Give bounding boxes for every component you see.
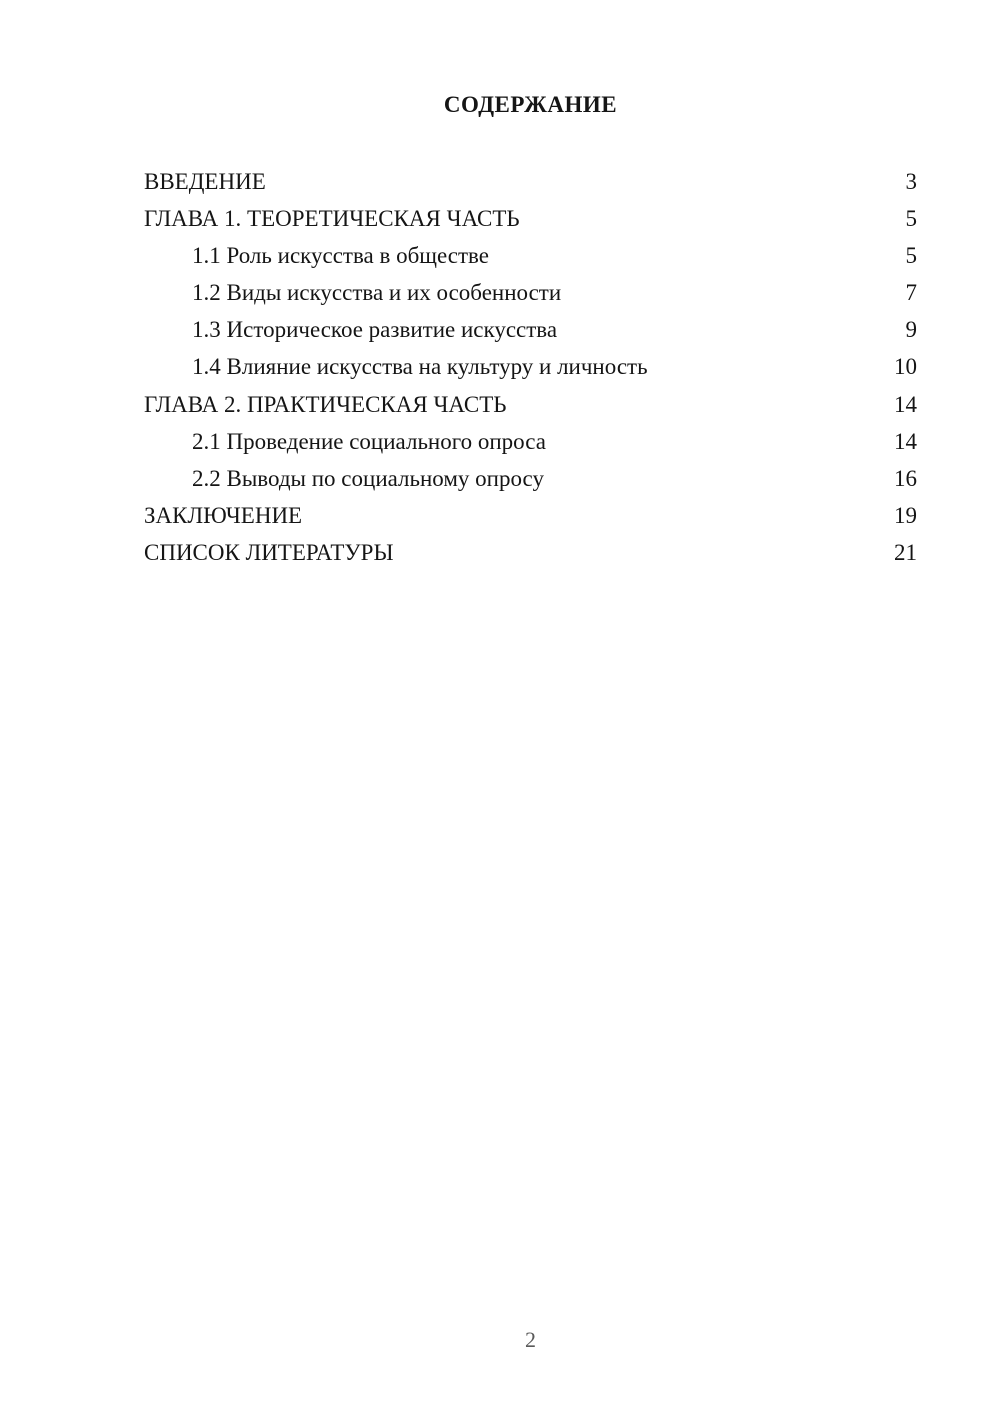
toc-row (144, 423, 917, 460)
toc-row (144, 163, 917, 200)
toc-row (144, 460, 917, 497)
toc-entry-label: 1.2 Виды искусства и их особенности (192, 280, 562, 306)
toc-row (144, 497, 917, 534)
toc-entry-label: ГЛАВА 2. ПРАКТИЧЕСКАЯ ЧАСТЬ (144, 391, 507, 417)
toc-entry-label: ГЛАВА 1. ТЕОРЕТИЧЕСКАЯ ЧАСТЬ (144, 206, 520, 232)
page-title: СОДЕРЖАНИЕ (443, 92, 618, 117)
toc-entry-page: 7 (905, 280, 917, 306)
toc-entry-label: СПИСОК ЛИТЕРАТУРЫ (144, 539, 394, 565)
toc-row (144, 534, 917, 571)
toc-entry-label: 1.3 Историческое развитие искусства (192, 317, 558, 343)
toc-row (144, 274, 917, 311)
toc-entry-page: 10 (894, 354, 917, 380)
toc-entry-page: 5 (905, 206, 917, 232)
toc-entry-label: 2.2 Выводы по социальному опросу (192, 465, 544, 491)
toc-entry-page: 21 (894, 539, 917, 565)
toc-entry-page: 3 (905, 169, 917, 194)
toc-entry-label: ЗАКЛЮЧЕНИЕ (144, 502, 303, 528)
footer-page-number: 2 (525, 1327, 536, 1352)
toc-entry-page: 14 (894, 428, 917, 454)
toc-entry-label: 1.1 Роль искусства в обществе (192, 243, 489, 269)
toc-entry-label: 1.4 Влияние искусства на культуру и личность (192, 354, 648, 380)
document-content (144, 86, 917, 571)
toc-entry-page: 9 (905, 317, 917, 343)
toc-entry-page: 16 (894, 465, 917, 491)
toc-row (144, 311, 917, 348)
toc-entry-label: 2.1 Проведение социального опроса (192, 428, 546, 454)
toc-row (144, 237, 917, 274)
toc-list (144, 163, 917, 571)
toc-entry-page: 14 (894, 391, 917, 417)
toc-row (144, 348, 917, 385)
toc-entry-label: ВВЕДЕНИЕ (144, 169, 266, 194)
toc-row (144, 200, 917, 237)
toc-entry-page: 19 (894, 502, 917, 528)
toc-row (144, 386, 917, 423)
toc-entry-page: 5 (905, 243, 917, 269)
